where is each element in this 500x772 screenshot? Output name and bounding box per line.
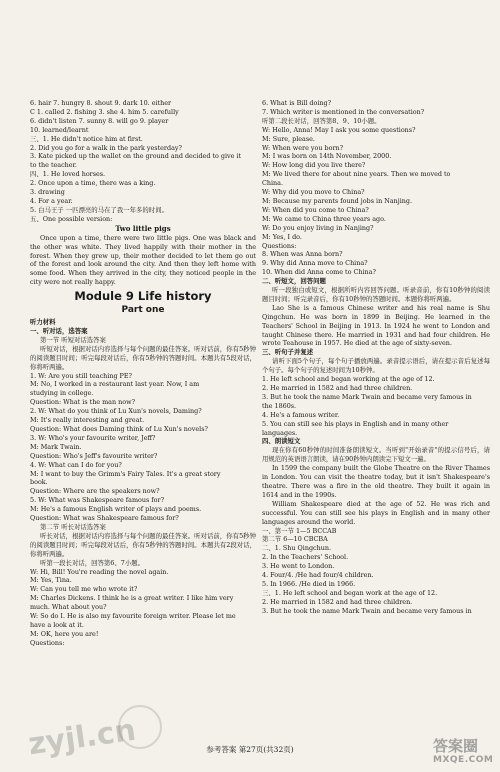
left-top-answers: [30, 99, 256, 224]
text-line: 2. In the Teachers' School.: [262, 553, 349, 562]
lao-she-passage: Lao She is a famous Chinese writer and his real name is Shu Qingchun. He was born in 1899 in Beijing. He learned in the Teachers' School in Beijing in 1913. In 1924 he went to London and taught Chinese there. He married in 1931 and had four children. He wrote Teahouse in 1957. He died at the age of sixty-seven.: [262, 303, 490, 348]
text-line: 2. He married in 1582 and had three children.: [262, 597, 413, 606]
short-dialogues: [30, 372, 256, 523]
text-line: Question: What does Daming think of Lu Xun's novels?: [30, 425, 208, 433]
right-column: [262, 99, 490, 616]
text-line: M: Sure, please.: [262, 134, 315, 143]
text-line: 5. W: What was Shakespeare famous for?: [30, 496, 165, 505]
text-line: 3. He went to London.: [262, 562, 335, 571]
text-line: 9. Why did Anna move to China?: [262, 259, 368, 268]
listening-heading: 听力材料: [30, 318, 56, 327]
text-line: studying in college.: [30, 389, 94, 398]
section-1-part-2: 第二节 听长对话选答案: [40, 522, 106, 531]
text-line: M: Mark Twain.: [30, 442, 82, 451]
text-line: 4. Four/4. /He had four/4 children.: [262, 571, 374, 580]
text-line: 10. When did Anna come to China?: [262, 268, 376, 277]
text-line: 6. hair 7. hungry 8. shout 9. dark 10. either: [30, 99, 172, 107]
text-line: M: We lived there for about nine years. Then we moved to: [262, 170, 451, 179]
text-line: 4. W: What can I do for you?: [30, 460, 122, 469]
text-line: 3. W: Who's your favourite writer, Jeff?: [30, 433, 156, 442]
section-3-heading: 三、听句子并复述: [262, 348, 314, 357]
text-line: 3. Kate picked up the wallet on the ground and decided to give it: [30, 152, 242, 161]
section-1-heading: 一、听对话，选答案: [30, 327, 88, 336]
text-line: M: OK, here you are!: [30, 629, 99, 638]
text-line: 四、1. He loved horses.: [30, 170, 106, 179]
left-column: [30, 99, 256, 648]
text-line: 5. 白马王子 一匹漂亮的马在了我一年多的时间。: [30, 205, 168, 214]
section-1-part-1: 第一节 听短对话选答案: [40, 335, 106, 344]
text-line: W: How long did you live there?: [262, 161, 366, 170]
text-line: W: Hi, Bill! You're reading the novel again.: [30, 567, 169, 576]
text-line: W: When did you come to China?: [262, 205, 369, 214]
text-line: C 1. called 2. fishing 3. she 4. him 5. carefully: [30, 107, 179, 116]
reading-passage-2: William Shakespeare died at the age of 52. He was rich and successful. You can still see his plays in English and in many other languages around the world.: [262, 499, 490, 526]
text-line: 8. When was Anna born?: [262, 250, 343, 259]
story-text: Once upon a time, there were two little pigs. One was black and the other was white. They lived happily with their mother in the forest. When they grew up, their mother decided to let them go out of the forest and look around the city. And then they left home with some food. When they arrived in the city, they noticed people in the city were not really happy.: [30, 233, 256, 287]
text-line: 10. learned/learnt: [30, 125, 89, 134]
text-line: Question: Who's Jeff's favourite writer?: [30, 451, 158, 460]
text-line: 5. You can still see his plays in English and in many other: [262, 419, 449, 428]
section-2-instructions: 听一段独白或短文，根据所听内容回答问题。听录音前，你有10秒钟的阅读题目时间；听完录音后，你有10秒钟的答题时间。本题你将听两遍。: [262, 286, 490, 303]
reading-passage-1: In 1599 the company built the Globe Theatre on the River Thames in London. You can visit the theatre today, but it isn't Shakespeare's theatre. There was a fire in the old theatre. They built it again in 1614 and in the 1990s.: [262, 464, 490, 499]
text-line: 2. He married in 1582 and had three children.: [262, 384, 413, 392]
text-line: Question: What was Shakespeare famous for?: [30, 514, 179, 523]
text-line: M: Yes, Tina.: [30, 576, 72, 585]
repeat-sentences: [262, 375, 490, 437]
text-line: 五、One possible version:: [30, 214, 113, 223]
text-line: M: I was born on 14th November, 2000.: [262, 152, 392, 161]
text-line: W: Hello, Anna! May I ask you some questions?: [262, 125, 416, 134]
text-line: 3. But he took the name Mark Twain and became very famous in: [262, 392, 472, 401]
section-2-heading: 二、听短文，回答问题: [262, 277, 326, 286]
text-line: M: Because my parents found jobs in Nanjing.: [262, 196, 413, 205]
text-line: 2. Once upon a time, there was a king.: [30, 179, 156, 188]
watermark-stamp-icon: [118, 705, 162, 749]
story-title: Two little pigs: [115, 223, 171, 233]
text-line: Question: What is the man now?: [30, 398, 135, 407]
page-footer: 参考答案 第27页(共32页): [206, 745, 294, 754]
text-line: W: Can you tell me who wrote it?: [30, 585, 138, 594]
answer-list: [262, 527, 490, 616]
section-3-instructions: 请听下面5个句子，每个句子播放两遍。录音提示语后，请在提示音后复述每个句子。每个句子的复述时间为10秒钟。: [262, 357, 490, 375]
text-line: 一、第一节 1—5 BCCAB: [262, 526, 337, 535]
part-title: Part one: [121, 305, 165, 316]
logo-url: MXQE.COM: [433, 755, 494, 765]
text-line: 7. Which writer is mentioned in the conversation?: [262, 107, 425, 116]
text-line: 三、1. He left school and began work at the age of 12.: [262, 588, 438, 597]
text-line: 1. He left school and began working at the age of 12.: [262, 375, 435, 384]
text-line: 二、1. Shu Qingchun.: [262, 544, 331, 553]
text-line: have a look at it.: [30, 620, 84, 629]
text-line: W: So do I. He is also my favourite foreign writer. Please let me: [30, 612, 236, 621]
logo-text: 答案圈: [433, 737, 479, 755]
text-line: Questions:: [30, 638, 65, 647]
text-line: W: Why did you move to China?: [262, 188, 365, 197]
section-1-instructions: 听短对话，根据对话内容选择与每个问题的最佳答案。听对话前，你有5秒钟的阅读题目时间；听完每段对话后，你有5秒钟的答题时间。本题共有5段对话，你将听两遍。: [30, 344, 256, 371]
text-line: much. What about you?: [30, 603, 107, 612]
watermark-text: zyjl.cn: [26, 712, 139, 763]
text-line: 6. What is Bill doing?: [262, 99, 332, 107]
text-line: languages.: [262, 428, 298, 437]
text-line: 4. He's a famous writer.: [262, 410, 340, 419]
text-line: 4. For a year.: [30, 196, 73, 205]
text-line: M: Yes, I do.: [262, 232, 302, 241]
text-line: 2. W: What do you think of Lu Xun's novels, Daming?: [30, 407, 202, 416]
text-line: the 1860s.: [262, 401, 297, 410]
long-dialogue-1: [30, 568, 256, 648]
text-line: 2. Did you go for a walk in the park yesterday?: [30, 143, 182, 152]
site-logo: [433, 737, 493, 769]
text-line: 1. W: Are you still teaching PE?: [30, 371, 132, 380]
long-dialogue-2: [262, 99, 490, 277]
text-line: 3. drawing: [30, 188, 65, 197]
text-line: 听第二段长对话，回答第8、9、10小题。: [262, 116, 381, 125]
text-line: 第二节 6—10 CBCBA: [262, 535, 328, 544]
text-line: 三、1. He didn't notice him at first.: [30, 134, 143, 143]
text-line: M: He's a famous English writer of plays and poems.: [30, 505, 202, 514]
text-line: M: I want to buy the Grimm's Fairy Tales. It's a great story: [30, 469, 221, 478]
text-line: M: We came to China three years ago.: [262, 214, 386, 223]
text-line: book.: [30, 478, 48, 487]
dialogue-2-heading: 听第一段长对话，回答第6、7小题。: [40, 558, 144, 567]
text-line: Question: Where are the speakers now?: [30, 487, 160, 496]
text-line: M: It's really interesting and great.: [30, 416, 145, 425]
text-line: M: Charles Dickens. I think he is a great writer. I like him very: [30, 594, 234, 603]
text-line: Questions:: [262, 241, 297, 250]
text-line: 5. In 1966. /He died in 1966.: [262, 579, 356, 588]
section-4-heading: 四、朗读短文: [262, 437, 301, 446]
text-line: M: No, I worked in a restaurant last year. Now, I am: [30, 380, 200, 389]
text-line: W: When were you born?: [262, 143, 344, 152]
text-line: 3. But he took the name Mark Twain and became very famous in: [262, 606, 472, 615]
section-1-instructions-2: 听长对话，根据对话内容选择与每个问题的最佳答案。听对话前，你有5秒钟的阅读题目时间；听完每段对话后，你有5秒钟的答题时间。本题共有2段对话，你将听两遍。: [30, 531, 256, 558]
text-line: China.: [262, 179, 284, 188]
text-line: W: Do you enjoy living in Nanjing?: [262, 223, 374, 232]
module-title: Module 9 Life history: [74, 289, 212, 304]
text-line: 6. didn't listen 7. sunny 8. will go 9. player: [30, 116, 169, 125]
section-4-instructions: 现在你有60秒钟的时间准备朗读短文。当听到"开始录音"的提示信号后，请用规范的英语语言朗读，请在90秒钟内朗读完下短文一遍。: [262, 446, 490, 464]
text-line: to the teacher.: [30, 161, 77, 170]
